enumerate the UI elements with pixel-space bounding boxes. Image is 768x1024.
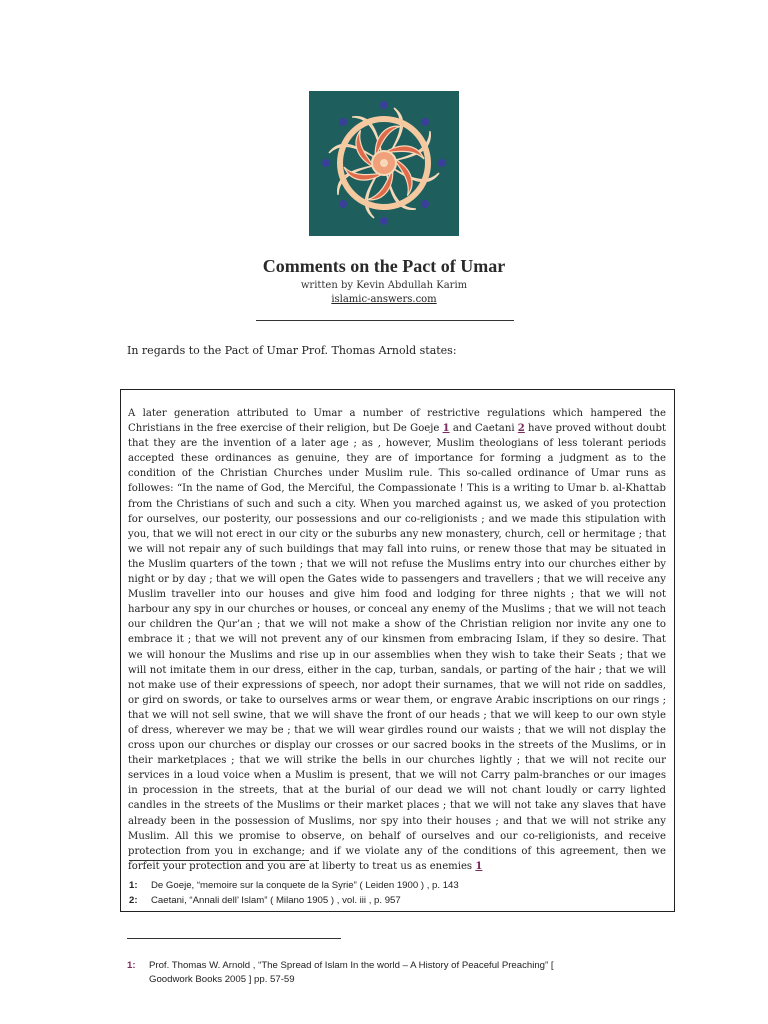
quote-part-2: and Caetani	[449, 423, 518, 435]
intro-text: In regards to the Pact of Umar Prof. Thomas Arnold states:	[127, 344, 457, 357]
box-footnote-2	[129, 895, 401, 906]
box-footnote-text: Caetani, “Annali dell’ Islam” ( Milano 1905 ) , vol. iii , p. 957	[151, 895, 401, 906]
quotation-text	[128, 406, 666, 874]
box-footnote-number: 1:	[129, 880, 138, 891]
site-link[interactable]: islamic-answers.com	[331, 294, 437, 305]
header-divider	[256, 320, 514, 321]
quote-part-1: A later generation attributed to Umar a number of restrictive regulations which hampered the Christians in the free exercise of their religion, but De Goeje	[128, 408, 666, 435]
box-footnote-1	[129, 880, 459, 891]
author-byline: written by Kevin Abdullah Karim	[300, 280, 468, 291]
footnote-ref-2[interactable]: 2	[517, 423, 525, 435]
rosette-logo-image	[309, 91, 459, 236]
footnote-ref-1[interactable]: 1	[442, 423, 450, 435]
page-footnote	[127, 959, 597, 987]
page-footnote-text: Prof. Thomas W. Arnold , “The Spread of Islam In the world – A History of Peaceful Preaching” [ Goodwork Books 2005 ] pp. 57-59	[149, 960, 554, 985]
box-footnote-divider	[129, 860, 309, 861]
document-title: Comments on the Pact of Umar	[262, 256, 506, 276]
quote-part-3: have proved without doubt that they are the invention of a later age ; as , however, Muslim theologians of less tolerant periods accepted these ordinances as genuine, they are of importance for forming a judgment as to the condition of the Christian Churches under Muslim rule. This so-called ordinance of Umar runs as followes: “In the name of God, the Merciful, the Compassionate ! This is a writing to Umar b. al-Khattab from the Christians of such and such a city. When you marched against us, we asked of you protection for ourselves, our posterity, our possessions and our co-religionists ; and we made this stipulation with you, that we will not erect in our city or the suburbs any new monastery, church, cell or hermitage ; that we will not repair any of such buildings that may fall into ruins, or renew those that may be situated in the Muslim quarters of the town ; that we will not refuse the Muslims entry into our churches either by night or by day ; that we will open the Gates wide to passengers and travellers ; that we will receive any Muslim traveller into our houses and give him food and lodging for three nights ; that we will not harbour any spy in our churches or houses, or conceal any enemy of the Muslims ; that we will not teach our children the Qur’an ; that we will not make a show of the Christian religion nor invite any one to embrace it ; that we will not prevent any of our kinsmen from embracing Islam, if they so desire. That we will honour the Muslims and rise up in our assemblies when they wish to take their Seats ; that we will not imitate them in our dress, either in the cap, turban, sandals, or parting of the hair ; that we will not make use of their expressions of speech, nor adopt their surnames, that we will not ride on saddles, or gird on swords, or take to ourselves arms or wear them, or engrave Arabic inscriptions on our rings ; that we will not sell swine, that we will shave the front of our heads ; that we will keep to our own style of dress, wherever we may be ; that we will wear girdles round our waists ; that we will not display the cross upon our churches or display our crosses or our sacred books in the streets of the Muslims, or in their marketplaces ; that we will strike the bells in our churches lightly ; that we will not recite our services in a loud voice when a Muslim is present, that we will not Carry palm-branches or our images in procession in the streets, that at the burial of our dead we will not chant loudly or carry lighted candles in the streets of the Muslims or their market places ; that we will not take any slaves that have already been in the possession of Muslims, nor spy into their houses ; and that we will not strike any Muslim. All this we promise to observe, on behalf of ourselves and our co-religionists, and receive protection from you in exchange; and if we violate any of the conditions of this agreement, then we forfeit your protection and you are at liberty to treat us as enemies	[128, 423, 667, 872]
box-footnote-text: De Goeje, “memoire sur la conquete de la Syrie” ( Leiden 1900 ) , p. 143	[151, 880, 459, 891]
box-footnote-number: 2:	[129, 895, 138, 906]
page-footnote-divider	[127, 938, 341, 939]
quotation-box	[120, 389, 675, 912]
footnote-ref-page-1[interactable]: 1	[475, 860, 483, 872]
page-footnote-number: 1:	[127, 960, 136, 971]
